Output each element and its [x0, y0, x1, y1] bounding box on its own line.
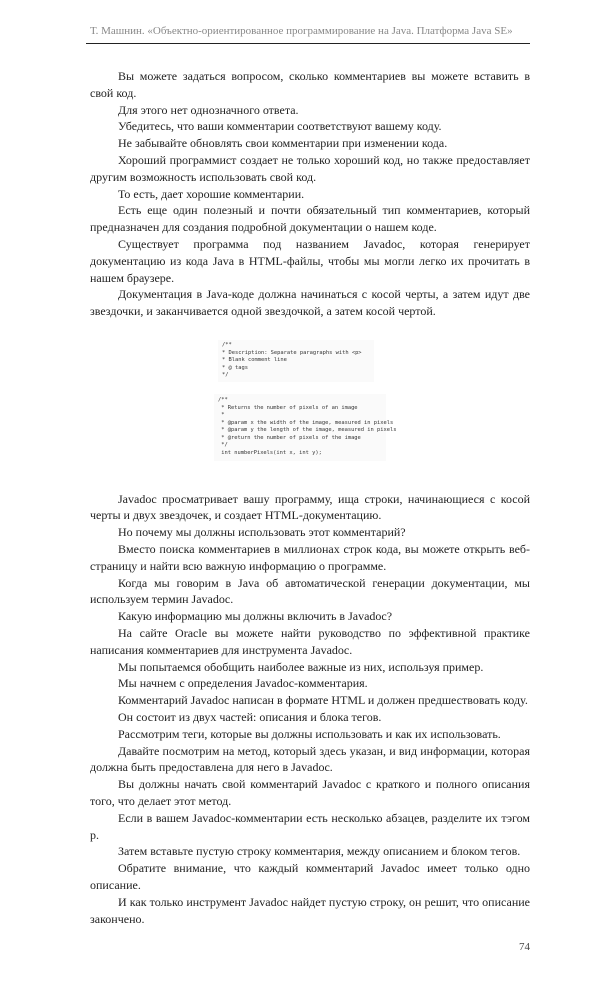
- code-line: * @return the number of pixels of the image: [218, 434, 361, 441]
- paragraph: Когда мы говорим в Java об автоматической генерации документации, мы используем термин Javadoc.: [90, 575, 530, 607]
- paragraph: Javadoc просматривает вашу программу, ища строки, начинающиеся с косой черты и двух звездочек, и создает HTML-документацию.: [90, 491, 530, 523]
- paragraph: Мы попытаемся обобщить наиболее важные из них, используя пример.: [118, 659, 484, 674]
- paragraph: Существует программа под названием Javadoc, которая генерирует документацию из кода Java в HTML-файлы, чтобы мы могли легко их прочитать в нашем браузере.: [90, 236, 530, 285]
- paragraph: Хороший программист создает не только хороший код, но также предоставляет другим возможность использовать свой код.: [90, 152, 530, 184]
- code-line: *: [218, 412, 225, 419]
- running-header: Т. Машнин. «Объектно-ориентированное программирование на Java. Платформа Java SE»: [90, 25, 513, 37]
- paragraph: Какую информацию мы должны включить в Javadoc?: [118, 609, 393, 624]
- body-text-bottom: [90, 491, 530, 928]
- paragraph: Вы можете задаться вопросом, сколько комментариев вы можете вставить в свой код.: [90, 69, 530, 100]
- code-figure: [90, 340, 530, 461]
- paragraph: Вместо поиска комментариев в миллионах строк кода, вы можете открыть веб-страницу и найти всю важную информацию о программе.: [90, 542, 530, 573]
- paragraph: То есть, дает хорошие комментарии.: [118, 186, 305, 201]
- paragraph: Обратите внимание, что каждый комментарий Javadoc имеет только одно описание.: [90, 861, 530, 892]
- paragraph: И как только инструмент Javadoc найдет пустую строку, он решит, что описание закончено.: [90, 894, 530, 926]
- code-line: */: [222, 372, 229, 379]
- code-line: * @param x the width of the image, measured in pixels: [218, 419, 394, 426]
- code-line: * @ tags: [222, 364, 248, 371]
- code-line: /**: [218, 396, 228, 403]
- code-image-method: [214, 394, 397, 461]
- paragraph: Он состоит из двух частей: описания и блока тегов.: [118, 710, 382, 725]
- code-line: * @param y the length of the image, measured in pixels: [218, 427, 397, 434]
- paragraph: Вы должны начать свой комментарий Javadoc с краткого и полного описания того, что делает этот метод.: [90, 777, 530, 809]
- code-line: /**: [222, 341, 232, 348]
- page-number: 74: [519, 941, 530, 954]
- paragraph: Но почему мы должны использовать этот комментарий?: [118, 525, 406, 540]
- paragraph: Есть еще один полезный и почти обязательный тип комментариев, который предназначен для создания подробной документации о нашем коде.: [90, 203, 530, 235]
- paragraph: Убедитесь, что ваши комментарии соответствуют вашему коду.: [118, 119, 442, 134]
- paragraph: На сайте Oracle вы можете найти руководство по эффективной практике написания комментариев для инструмента Javadoc.: [90, 626, 530, 657]
- paragraph: Давайте посмотрим на метод, который здесь указан, и вид информации, которая должна быть предоставлена для него в Javadoc.: [90, 743, 530, 775]
- paragraph: Затем вставьте пустую строку комментария, между описанием и блоком тегов.: [118, 844, 521, 859]
- paragraph: Рассмотрим теги, которые вы должны использовать и как их использовать.: [118, 726, 501, 741]
- code-line: * Returns the number of pixels of an image: [218, 404, 358, 411]
- code-line: */: [218, 442, 228, 449]
- paragraph: Для этого нет однозначного ответа.: [118, 102, 299, 117]
- code-line: * Blank comment line: [222, 357, 287, 364]
- paragraph: Комментарий Javadoc написан в формате HTML и должен предшествовать коду.: [118, 693, 528, 708]
- code-line: int numberPixels(int x, int y);: [218, 450, 322, 457]
- paragraph: Не забывайте обновлять свои комментарии при изменении кода.: [118, 136, 448, 151]
- code-line: * Description: Separate paragraphs with <p>: [222, 349, 362, 356]
- paragraph: Документация в Java-коде должна начинаться с косой черты, а затем идут две звездочки, и заканчивается одной звездочкой, а затем косой чертой.: [90, 287, 530, 319]
- body-text-top: [90, 68, 530, 320]
- paragraph: Если в вашем Javadoc-комментарии есть несколько абзацев, разделите их тэгом p.: [90, 810, 530, 842]
- header-divider: [86, 43, 530, 44]
- code-image-description: [218, 340, 374, 382]
- paragraph: Мы начнем с определения Javadoc-комментария.: [118, 676, 368, 691]
